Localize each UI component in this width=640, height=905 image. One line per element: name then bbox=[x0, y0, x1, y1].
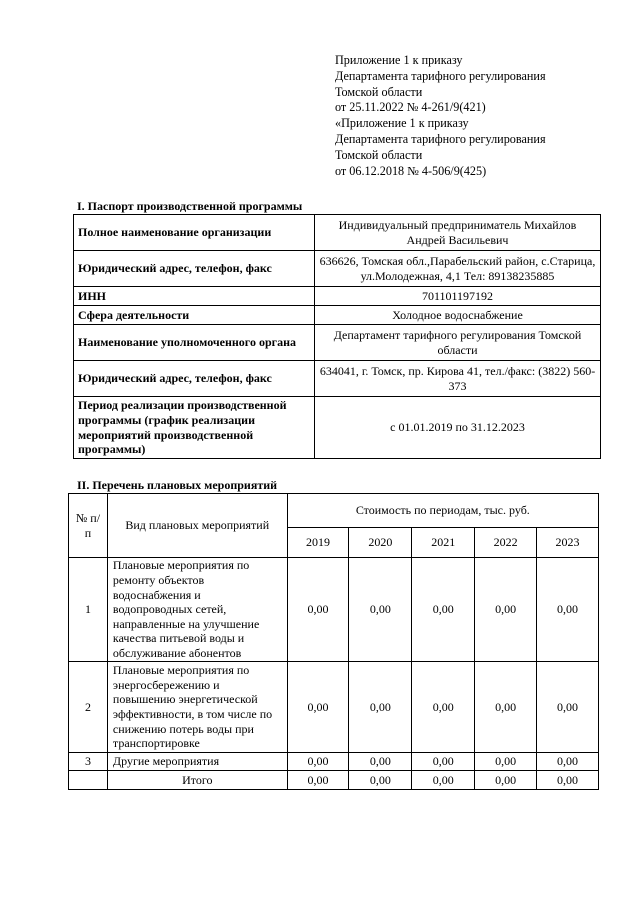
passport-value: Департамент тарифного регулирования Томской области bbox=[315, 325, 601, 361]
total-label: Итого bbox=[107, 771, 287, 790]
cell-value: 0,00 bbox=[537, 662, 599, 753]
appendix-header bbox=[335, 53, 615, 179]
cell-value: 0,00 bbox=[412, 558, 475, 662]
cell-value: 0,00 bbox=[412, 753, 475, 771]
cell-value: 0,00 bbox=[287, 662, 349, 753]
cell-value: 0,00 bbox=[349, 753, 412, 771]
cell-value: 0,00 bbox=[475, 558, 537, 662]
table-row bbox=[74, 251, 601, 287]
total-value: 0,00 bbox=[412, 771, 475, 790]
plan-section-title: II. Перечень плановых мероприятий bbox=[77, 478, 278, 492]
header-line: «Приложение 1 к приказу bbox=[335, 116, 469, 131]
passport-value: Холодное водоснабжение bbox=[315, 306, 601, 325]
passport-label: Сфера деятельности bbox=[74, 306, 315, 325]
cell-value: 0,00 bbox=[537, 558, 599, 662]
passport-label: Полное наименование организации bbox=[74, 215, 315, 251]
table-header-row bbox=[69, 494, 599, 528]
row-number bbox=[69, 771, 108, 790]
passport-table bbox=[73, 214, 601, 459]
row-number: 2 bbox=[69, 662, 108, 753]
passport-value: 634041, г. Томск, пр. Кирова 41, тел./факс: (3822) 560-373 bbox=[315, 361, 601, 397]
column-header-cost: Стоимость по периодам, тыс. руб. bbox=[287, 494, 598, 528]
table-row bbox=[74, 397, 601, 459]
passport-label: Период реализации производственной программы (график реализации мероприятий производственной программы) bbox=[74, 397, 315, 459]
table-row bbox=[69, 753, 599, 771]
column-header-type: Вид плановых мероприятий bbox=[107, 494, 287, 558]
table-row bbox=[74, 215, 601, 251]
header-line: от 25.11.2022 № 4-261/9(421) bbox=[335, 100, 486, 115]
cell-value: 0,00 bbox=[475, 753, 537, 771]
cell-value: 0,00 bbox=[287, 558, 349, 662]
header-line: Приложение 1 к приказу bbox=[335, 53, 463, 67]
column-header-number: № п/п bbox=[69, 494, 108, 558]
cell-value: 0,00 bbox=[349, 662, 412, 753]
row-name: Другие мероприятия bbox=[107, 753, 287, 771]
table-row bbox=[74, 306, 601, 325]
table-row bbox=[74, 287, 601, 306]
passport-value: 636626, Томская обл.,Парабельский район, с.Старица, ул.Молодежная, 4,1 Тел: 89138235885 bbox=[315, 251, 601, 287]
header-line: Томской области bbox=[335, 84, 423, 99]
passport-label: Юридический адрес, телефон, факс bbox=[74, 251, 315, 287]
year-header: 2023 bbox=[537, 528, 599, 558]
cell-value: 0,00 bbox=[287, 753, 349, 771]
year-header: 2019 bbox=[287, 528, 349, 558]
row-number: 3 bbox=[69, 753, 108, 771]
year-header: 2020 bbox=[349, 528, 412, 558]
plan-table bbox=[68, 493, 599, 790]
table-row bbox=[74, 361, 601, 397]
header-line: от 06.12.2018 № 4-506/9(425) bbox=[335, 163, 487, 178]
passport-label: ИНН bbox=[74, 287, 315, 306]
cell-value: 0,00 bbox=[475, 662, 537, 753]
table-row bbox=[74, 325, 601, 361]
table-row bbox=[69, 662, 599, 753]
total-value: 0,00 bbox=[537, 771, 599, 790]
header-line: Департамента тарифного регулирования bbox=[335, 68, 546, 83]
total-value: 0,00 bbox=[475, 771, 537, 790]
passport-value: Индивидуальный предприниматель Михайлов Андрей Васильевич bbox=[315, 215, 601, 251]
table-total-row bbox=[69, 771, 599, 790]
table-row bbox=[69, 558, 599, 662]
passport-label: Юридический адрес, телефон, факс bbox=[74, 361, 315, 397]
cell-value: 0,00 bbox=[412, 662, 475, 753]
cell-value: 0,00 bbox=[537, 753, 599, 771]
passport-value: 701101197192 bbox=[315, 287, 601, 306]
header-line: Департамента тарифного регулирования bbox=[335, 131, 546, 146]
total-value: 0,00 bbox=[349, 771, 412, 790]
total-value: 0,00 bbox=[287, 771, 349, 790]
cell-value: 0,00 bbox=[349, 558, 412, 662]
row-number: 1 bbox=[69, 558, 108, 662]
row-name: Плановые мероприятия по энергосбережению и повышению энергетической эффективности, в том числе по снижению потерь воды при транспортировке bbox=[107, 662, 287, 753]
year-header: 2021 bbox=[412, 528, 475, 558]
passport-section-title: I. Паспорт производственной программы bbox=[77, 199, 303, 213]
year-header: 2022 bbox=[475, 528, 537, 558]
passport-label: Наименование уполномоченного органа bbox=[74, 325, 315, 361]
passport-value: с 01.01.2019 по 31.12.2023 bbox=[315, 397, 601, 459]
row-name: Плановые мероприятия по ремонту объектов водоснабжения и водопроводных сетей, направленные на улучшение качества питьевой воды и обслуживание абонентов bbox=[107, 558, 287, 662]
header-line: Томской области bbox=[335, 147, 423, 162]
